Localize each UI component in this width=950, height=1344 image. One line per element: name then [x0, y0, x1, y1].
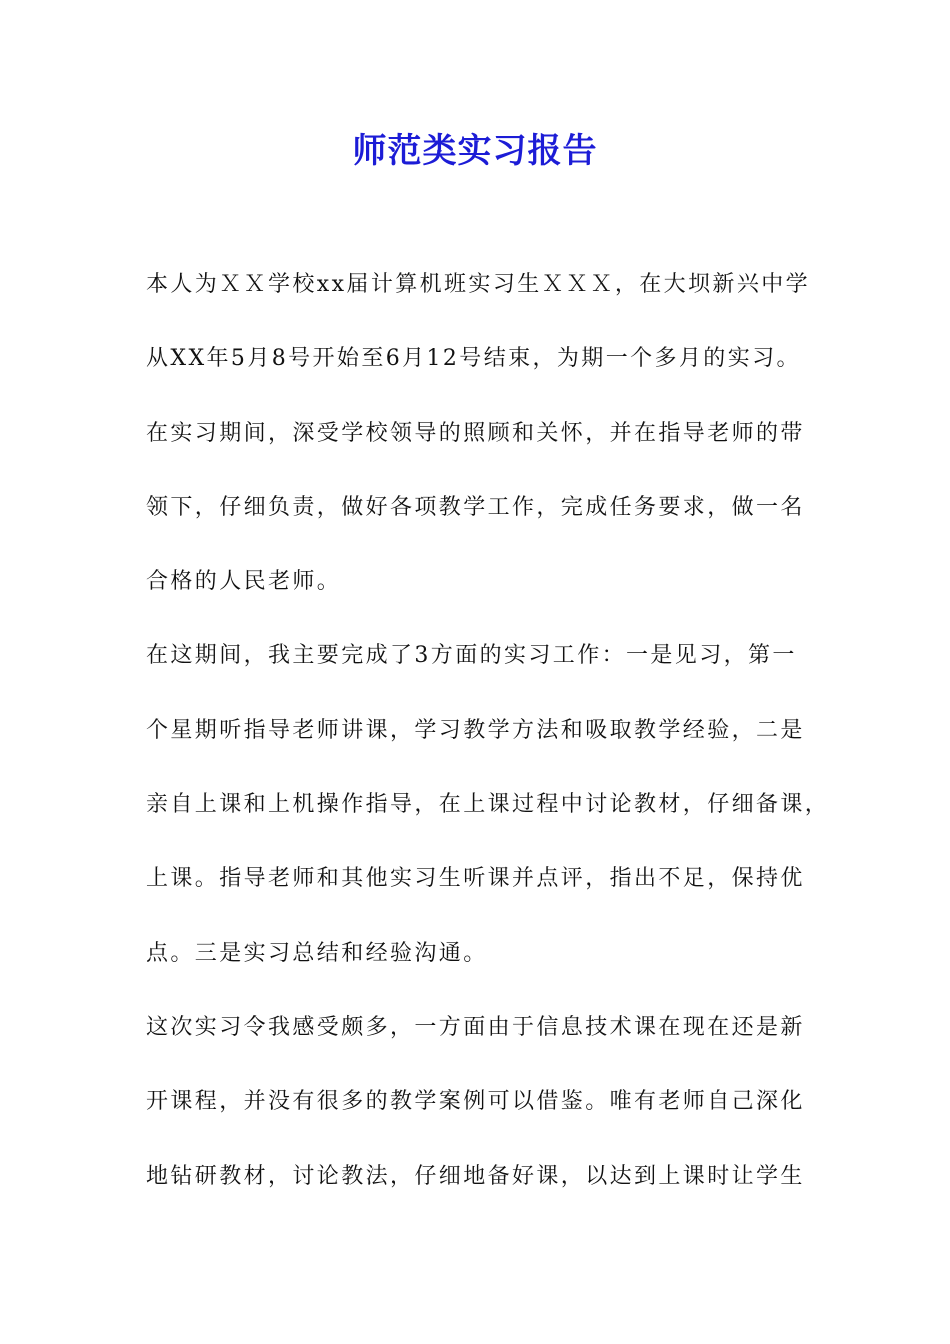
text-line: 开课程，并没有很多的教学案例可以借鉴。唯有老师自己深化	[146, 1089, 805, 1115]
text-line: 本人为ＸＸ学校xx届计算机班实习生ＸＸＸ，在大坝新兴中学	[146, 272, 811, 297]
text-line: 领下，仔细负责，做好各项教学工作，完成任务要求，做一名	[146, 494, 805, 520]
text-line: 点。三是实习总结和经验沟通。	[146, 940, 488, 966]
document-title: 师范类实习报告	[352, 131, 598, 171]
text-line: 地钻研教材，讨论教法，仔细地备好课，以达到上课时让学生	[146, 1163, 805, 1189]
text-line: 上课。指导老师和其他实习生听课并点评，指出不足，保持优	[146, 866, 805, 892]
text-line: 在这期间，我主要完成了3方面的实习工作：一是见习，第一	[146, 643, 797, 669]
text-line: 这次实习令我感受颇多，一方面由于信息技术课在现在还是新	[146, 1014, 805, 1040]
text-line: 合格的人民老师。	[146, 569, 342, 595]
text-line: 从XX年5月8号开始至6月12号结束，为期一个多月的实习。	[146, 346, 801, 372]
text-line: 在实习期间，深受学校领导的照顾和关怀，并在指导老师的带	[146, 420, 805, 446]
document-body	[146, 258, 830, 1224]
text-line: 亲自上课和上机操作指导，在上课过程中讨论教材，仔细备课，	[146, 792, 830, 818]
text-line: 个星期听指导老师讲课，学习教学方法和吸取教学经验，二是	[146, 717, 805, 743]
